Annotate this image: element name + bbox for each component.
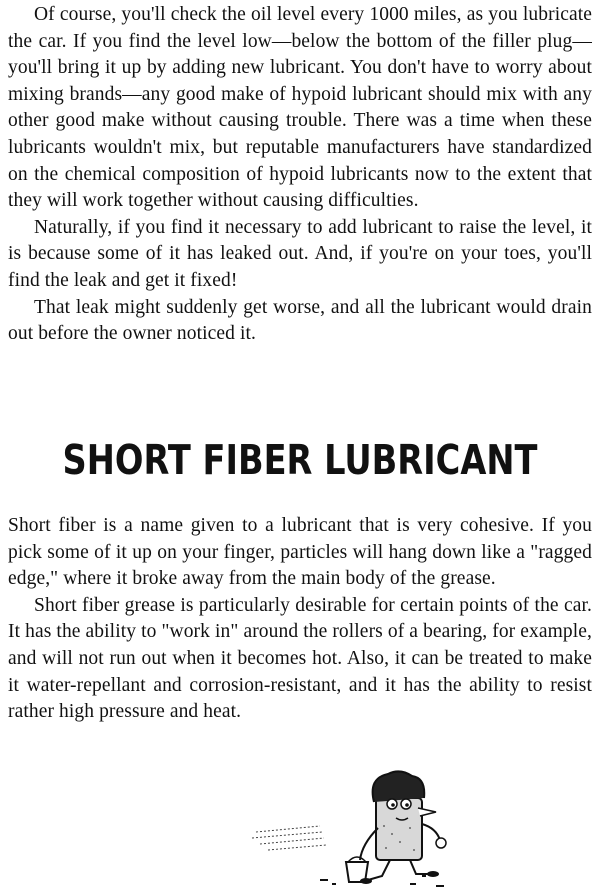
paragraph: That leak might suddenly get worse, and all the lubricant would drain out before the owner noticed it. bbox=[8, 296, 592, 345]
speed-lines bbox=[252, 826, 326, 850]
section-heading: SHORT FIBER LUBRICANT bbox=[62, 436, 538, 484]
grease-character-illustration bbox=[250, 768, 490, 888]
character-nose bbox=[418, 808, 436, 816]
section-text-block bbox=[8, 513, 592, 726]
character-arm bbox=[422, 824, 440, 840]
paragraph: Short fiber grease is particularly desirable for certain points of the car. It has the ability to "work in" around the rollers of a bearing, for example, and will not run out when it becomes hot. Also, it can be treated to make it water-repellant and corrosion-resistant, and it has the ability to resist rather high pressure and heat. bbox=[8, 594, 592, 723]
paragraph: Naturally, if you find it necessary to add lubricant to raise the level, it is because some of it has leaked out. And, if you're on your toes, you'll find the leak and get it fixed! bbox=[8, 216, 592, 291]
intro-text-block bbox=[8, 2, 592, 348]
character-hair bbox=[373, 771, 425, 802]
character-body bbox=[376, 798, 422, 860]
character-leg bbox=[410, 860, 430, 874]
paragraph: Short fiber is a name given to a lubricant that is very cohesive. If you pick some of it up on your finger, particles will hang down like a "ragged edge," where it broke away from the main body of the grease. bbox=[8, 515, 592, 590]
character-leg bbox=[368, 860, 390, 880]
paragraph: Of course, you'll check the oil level every 1000 miles, as you lubricate the car. If you find the level low—below the bottom of the filler plug—you'll bring it up by adding new lubricant. You don't have to worry about mixing brands—any good make of hypoid lubricant should mix with any other good make without causing trouble. There was a time when these lubricants wouldn't mix, but reputable manufacturers have standardized on the chemical composition of hypoid lubricants now to the extent that they will work together without causing difficulties. bbox=[8, 4, 592, 212]
